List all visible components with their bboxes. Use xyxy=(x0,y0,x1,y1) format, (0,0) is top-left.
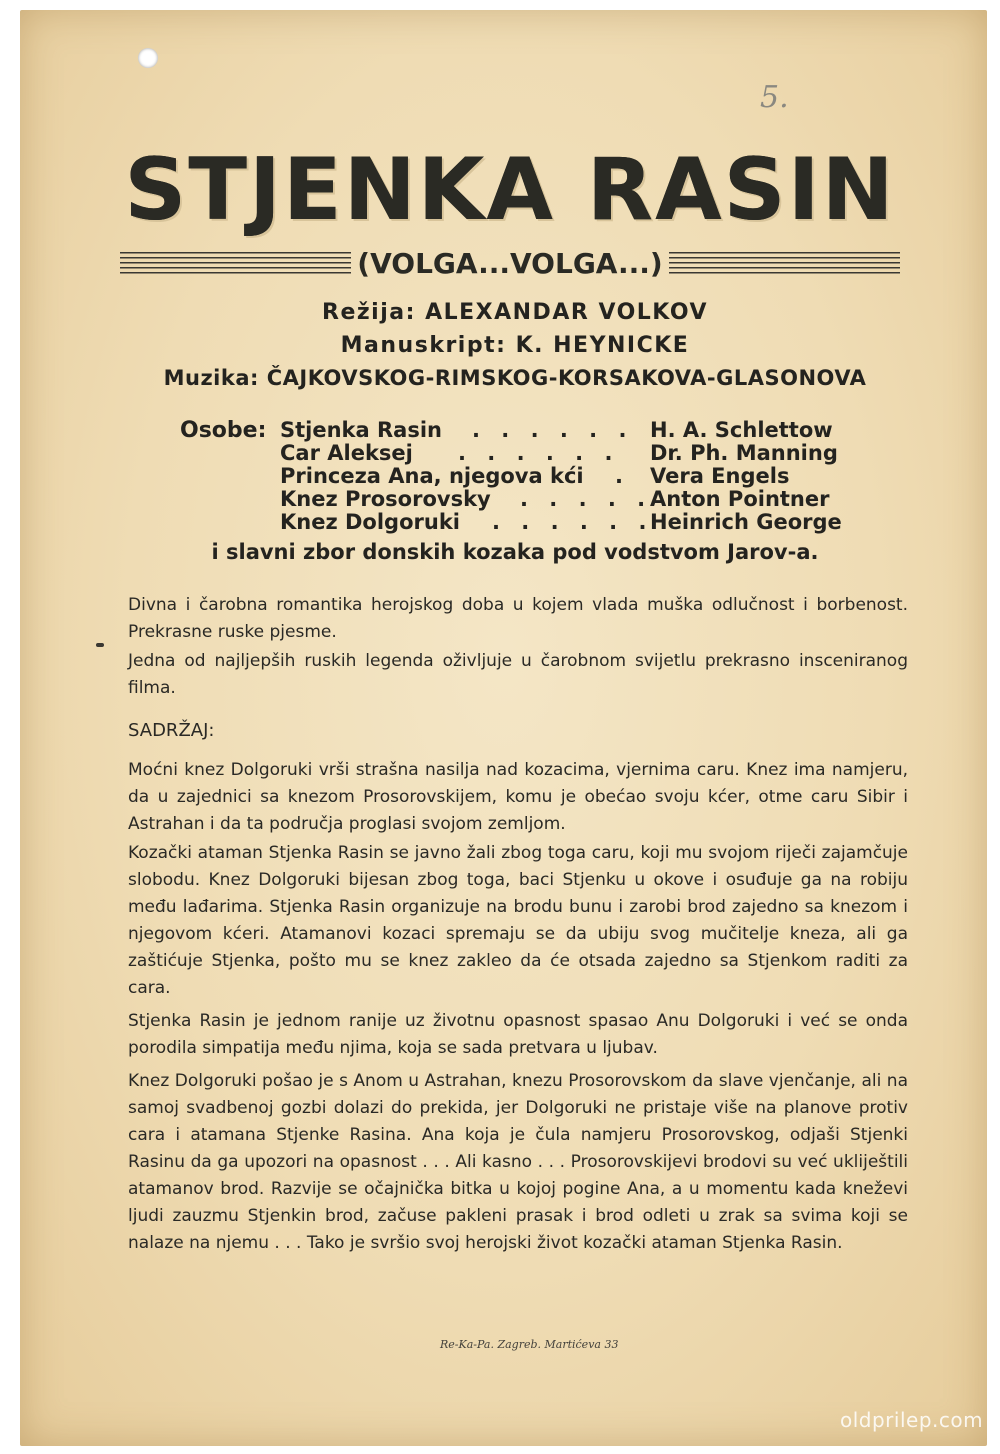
cast-actor: Heinrich George xyxy=(650,510,842,534)
credit-manuscript xyxy=(100,333,930,358)
punch-hole xyxy=(138,48,158,68)
synopsis-heading: SADRŽAJ: xyxy=(128,720,215,741)
credit-value: ALEXANDAR VOLKOV xyxy=(425,300,708,325)
cast-actor: Anton Pointner xyxy=(650,487,830,511)
synopsis-paragraph: Knez Dolgoruki pošao je s Anom u Astrahan, knezu Prosorovskom da slave vjenčanje, ali na samoj svadbenoj gozbi dolazi do prekida, jer Dolgoruki ne pristaje više na planove protiv cara i atamana Stjenke Rasina. Ana koja je čula namjeru Prosorovskog, odjaši Stjenki Rasinu da ga upozori na opasnost . . . Ali kasno . . . Prosorovskijevi brodovi su već ukliještili atamanov brod. Razvije se očajnička bitka u kojoj pogine Ana, a u momentu kada kneževi ljudi zauzmu Stjenkin brod, začuse pakleni prasak i brod odleti u zrak sa svima koji se nalaze na njemu . . . Tako je svršio svoj herojski život kozački ataman Stjenka Rasin. xyxy=(128,1071,908,1253)
credit-label: Muzika: xyxy=(163,366,259,390)
cast-role: Knez Prosorovsky xyxy=(280,487,491,511)
cast-role: Stjenka Rasin xyxy=(280,418,442,442)
film-title: STJENKA RASIN xyxy=(124,140,896,240)
cast-label: Osobe: xyxy=(180,418,267,443)
cast-row xyxy=(280,441,880,465)
printer-imprint: Re-Ka-Pa. Zagreb. Martićeva 33 xyxy=(440,1338,619,1351)
synopsis-paragraph: Moćni knez Dolgoruki vrši strašna nasilja nad kozacima, vjernima caru. Knez ima namjeru, da u zajednici sa knezom Prosorovskijem, komu je obećao svoju kćer, otme caru Sibir i Astrahan i da ta područja proglasi svojom zemljom. xyxy=(128,760,908,834)
credit-label: Manuskript: xyxy=(340,333,507,358)
page-number: 5. xyxy=(760,80,789,115)
cast-row xyxy=(280,487,880,511)
cast-row xyxy=(280,418,880,442)
intro-paragraph: Divna i čarobna romantika herojskog doba u kojem vlada muška odlučnost i borbenost. Prekrasne ruske pjesme. xyxy=(128,595,908,642)
credit-value: K. HEYNICKE xyxy=(515,333,690,358)
cast-row xyxy=(280,464,880,488)
synopsis-paragraph: Stjenka Rasin je jednom ranije uz životnu opasnost spasao Anu Dolgoruki i već se onda porodila simpatija među njima, koja se sada pretvara u ljubav. xyxy=(128,1011,908,1058)
cast-row xyxy=(280,510,880,534)
credit-label: Režija: xyxy=(322,300,416,325)
intro-paragraph: Jedna od najljepših ruskih legenda oživljuje u čarobnom svijetlu prekrasno insceniranog filma. xyxy=(128,651,908,698)
leader-dots: . . . . . . xyxy=(458,441,620,465)
leader-dots: . . . . . . xyxy=(492,510,654,534)
cast-actor: Vera Engels xyxy=(650,464,790,488)
decorative-rule-right xyxy=(669,252,900,274)
cast-role: Car Aleksej xyxy=(280,441,413,465)
cast-role: Princeza Ana, njegova kći xyxy=(280,464,584,488)
film-subtitle: (VOLGA...VOLGA...) xyxy=(357,246,663,280)
watermark: oldprilep.com xyxy=(840,1408,984,1432)
leader-dots: . . . . . . xyxy=(472,418,634,442)
decorative-rule-left xyxy=(120,252,351,274)
ink-mark xyxy=(96,643,104,647)
credit-director xyxy=(100,300,930,325)
leader-dots: . xyxy=(615,464,630,488)
cast-actor: H. A. Schlettow xyxy=(650,418,833,442)
credit-music xyxy=(100,366,930,390)
subtitle-row xyxy=(120,245,900,281)
synopsis-paragraph: Kozački ataman Stjenka Rasin se javno žali zbog toga caru, koji mu svojom riječi zajamčuje slobodu. Knez Dolgoruki bijesan zbog toga, baci Stjenku u okove i osuđuje ga na robiju među lađarima. Stjenka Rasin organizuje na brodu bunu i zarobi brod zajedno sa knezom i njegovom kćeri. Atamanovi kozaci spremaju se da ubiju svog mučitelje kneza, ali ga zaštićuje Stjenka, pošto mu se knez zakleo da će otsada zajedno sa Stjenkom raditi za cara. xyxy=(128,843,908,998)
chorus-credit: i slavni zbor donskih kozaka pod vodstvom Jarov-a. xyxy=(211,540,819,564)
credit-value: ČAJKOVSKOG-RIMSKOG-KORSAKOVA-GLASONOVA xyxy=(266,366,867,390)
leader-dots: . . . . . xyxy=(520,487,653,511)
cast-actor: Dr. Ph. Manning xyxy=(650,441,838,465)
cast-role: Knez Dolgoruki xyxy=(280,510,460,534)
